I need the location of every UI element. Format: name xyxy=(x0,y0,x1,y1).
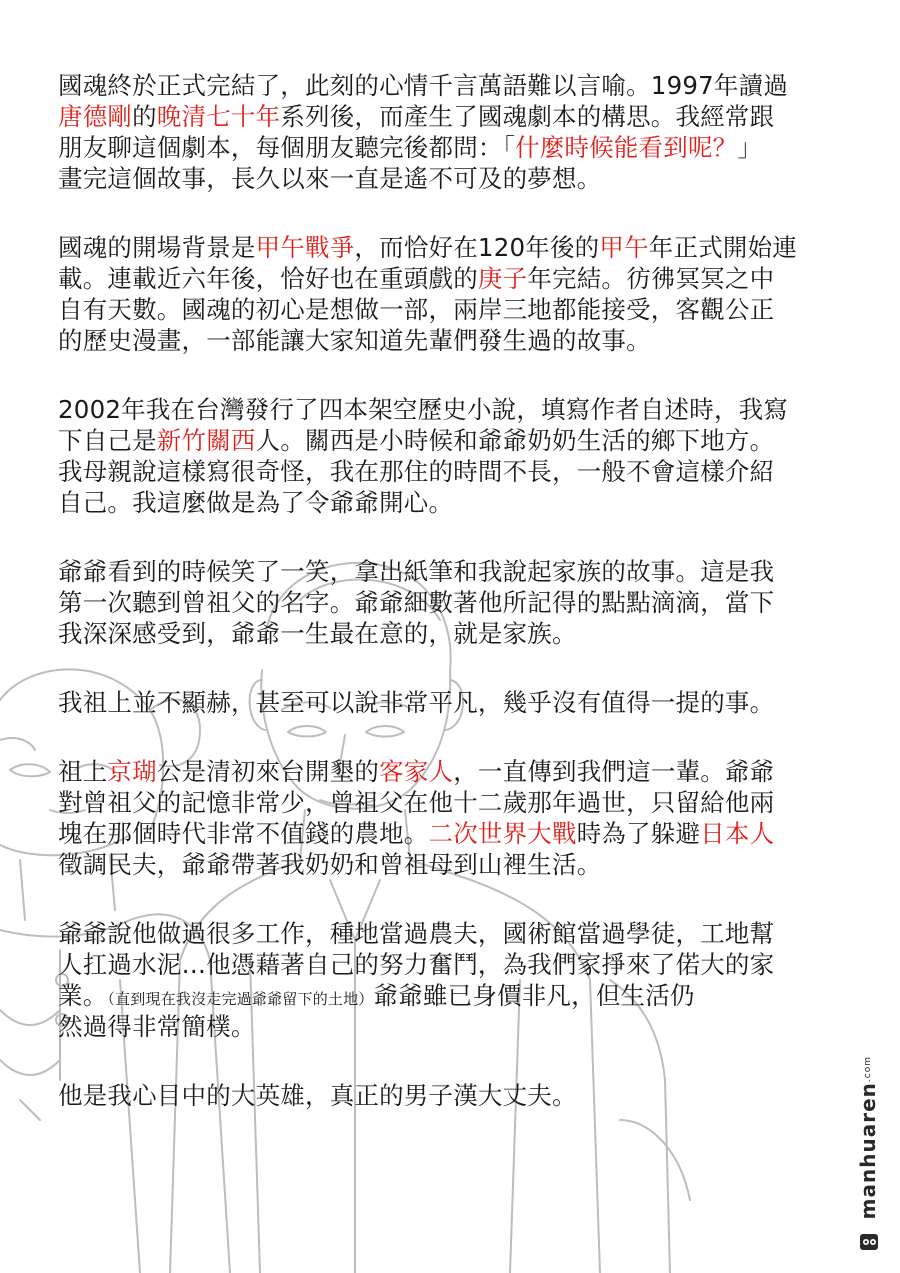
text-line xyxy=(58,394,858,425)
text-segment: 他是我心目中的大英雄，真正的男子漢大丈夫。 xyxy=(58,1081,577,1110)
text-line xyxy=(58,232,858,263)
text-segment: 人。關西是小時候和爺爺奶奶生活的鄉下地方。 xyxy=(255,426,775,455)
paragraph xyxy=(58,918,858,1042)
text-segment: 我深深感受到，爺爺一生最在意的，就是家族。 xyxy=(58,619,577,648)
text-segment: 國魂的開場背景是 xyxy=(58,233,256,262)
text-segment: 時為了躲避 xyxy=(576,819,701,848)
text-line xyxy=(58,132,858,163)
paragraph xyxy=(58,556,858,649)
text-segment: 我祖上並不顯赫，甚至可以說非常平凡，幾乎沒有值得一提的事。 xyxy=(58,688,775,717)
paragraph xyxy=(58,756,858,880)
text-segment: 徵調民夫，爺爺帶著我奶奶和曾祖母到山裡生活。 xyxy=(58,850,602,879)
text-line xyxy=(58,787,858,818)
text-line xyxy=(58,325,858,356)
text-line xyxy=(58,756,858,787)
text-line xyxy=(58,618,858,649)
text-line xyxy=(58,556,858,587)
text-segment: 的 xyxy=(132,102,157,131)
highlighted-term: 什麼時候能看到呢？ xyxy=(515,133,738,162)
text-segment: 自有天數。國魂的初心是想做一部，兩岸三地都能接受，客觀公正 xyxy=(58,295,775,324)
text-line xyxy=(58,294,858,325)
text-line xyxy=(58,101,858,132)
text-segment: 的歷史漫畫，一部能讓大家知道先輩們發生過的故事。 xyxy=(58,326,651,355)
text-line xyxy=(58,425,858,456)
paragraph xyxy=(58,1080,858,1111)
site-watermark xyxy=(856,1019,884,1259)
text-line xyxy=(58,980,858,1011)
aside-note: （直到現在我沒走完過爺爺留下的土地） xyxy=(107,990,374,1008)
highlighted-term: 甲午 xyxy=(599,233,649,262)
text-segment: 爺爺說他做過很多工作，種地當過農夫，國術館當過學徒，工地幫 xyxy=(58,919,775,948)
text-segment: 系列後，而產生了國魂劇本的構思。我經常跟 xyxy=(280,102,775,131)
highlighted-term: 京瑚 xyxy=(107,757,157,786)
text-segment: 爺爺雖已身價非凡，但生活仍 xyxy=(373,981,695,1010)
text-segment: ，而恰好在120年後的 xyxy=(354,233,600,262)
text-segment: 畫完這個故事，長久以來一直是遙不可及的夢想。 xyxy=(58,164,602,193)
text-segment: ，一直傳到我們這一輩。爺爺 xyxy=(453,757,775,786)
text-segment: 業。 xyxy=(58,981,108,1010)
text-line xyxy=(58,163,858,194)
highlighted-term: 唐德剛 xyxy=(58,102,133,131)
text-segment: 第一次聽到曾祖父的名字。爺爺細數著他所記得的點點滴滴，當下 xyxy=(58,588,775,617)
text-line xyxy=(58,587,858,618)
paragraph xyxy=(58,70,858,194)
paragraph xyxy=(58,394,858,518)
text-segment: 載。連載近六年後，恰好也在重頭戲的 xyxy=(58,264,478,293)
text-segment: 下自己是 xyxy=(58,426,157,455)
text-segment: 對曾祖父的記憶非常少，曾祖父在他十二歲那年過世，只留給他兩 xyxy=(58,788,775,817)
text-segment: 朋友聊這個劇本，每個朋友聽完後都問：「 xyxy=(58,133,516,162)
highlighted-term: 晚清七十年 xyxy=(156,102,281,131)
text-line xyxy=(58,818,858,849)
text-segment: 年完結。彷彿冥冥之中 xyxy=(527,264,775,293)
text-segment: 我母親說這樣寫很奇怪，我在那住的時間不長，一般不會這樣介紹 xyxy=(58,457,775,486)
paragraph xyxy=(58,687,858,718)
highlighted-term: 客家人 xyxy=(379,757,454,786)
text-segment: 爺爺看到的時候笑了一笑，拿出紙筆和我說起家族的故事。這是我 xyxy=(58,557,775,586)
text-line xyxy=(58,918,858,949)
text-line xyxy=(58,70,858,101)
text-segment: 國魂終於正式完結了，此刻的心情千言萬語難以言喻。1997年讀過 xyxy=(58,71,789,100)
text-segment: 人扛過水泥…他憑藉著自己的努力奮鬥，為我們家掙來了偌大的家 xyxy=(58,950,775,979)
text-segment: 年正式開始連 xyxy=(648,233,797,262)
text-segment: 然過得非常簡樸。 xyxy=(58,1012,256,1041)
text-line xyxy=(58,687,858,718)
text-segment: 自己。我這麼做是為了令爺爺開心。 xyxy=(58,488,454,517)
text-line xyxy=(58,456,858,487)
watermark-text: manhuaren.com xyxy=(856,1055,880,1219)
text-segment: 公是清初來台開墾的 xyxy=(156,757,380,786)
highlighted-term: 二次世界大戰 xyxy=(428,819,577,848)
text-segment: 祖上 xyxy=(58,757,108,786)
text-line xyxy=(58,1011,858,1042)
text-line xyxy=(58,949,858,980)
text-line xyxy=(58,1080,858,1111)
text-segment: 塊在那個時代非常不值錢的農地。 xyxy=(58,819,429,848)
afterword-text xyxy=(58,70,858,1149)
text-segment: 」 xyxy=(737,133,763,162)
text-line xyxy=(58,487,858,518)
highlighted-term: 庚子 xyxy=(477,264,528,293)
text-line xyxy=(58,849,858,880)
highlighted-term: 甲午戰爭 xyxy=(255,233,355,262)
highlighted-term: 日本人 xyxy=(700,819,775,848)
highlighted-term: 新竹關西 xyxy=(156,426,256,455)
manhuaren-logo-icon xyxy=(858,1231,880,1253)
paragraph xyxy=(58,232,858,356)
text-segment: 2002年我在台灣發行了四本架空歷史小說，填寫作者自述時，我寫 xyxy=(58,395,789,424)
text-line xyxy=(58,263,858,294)
